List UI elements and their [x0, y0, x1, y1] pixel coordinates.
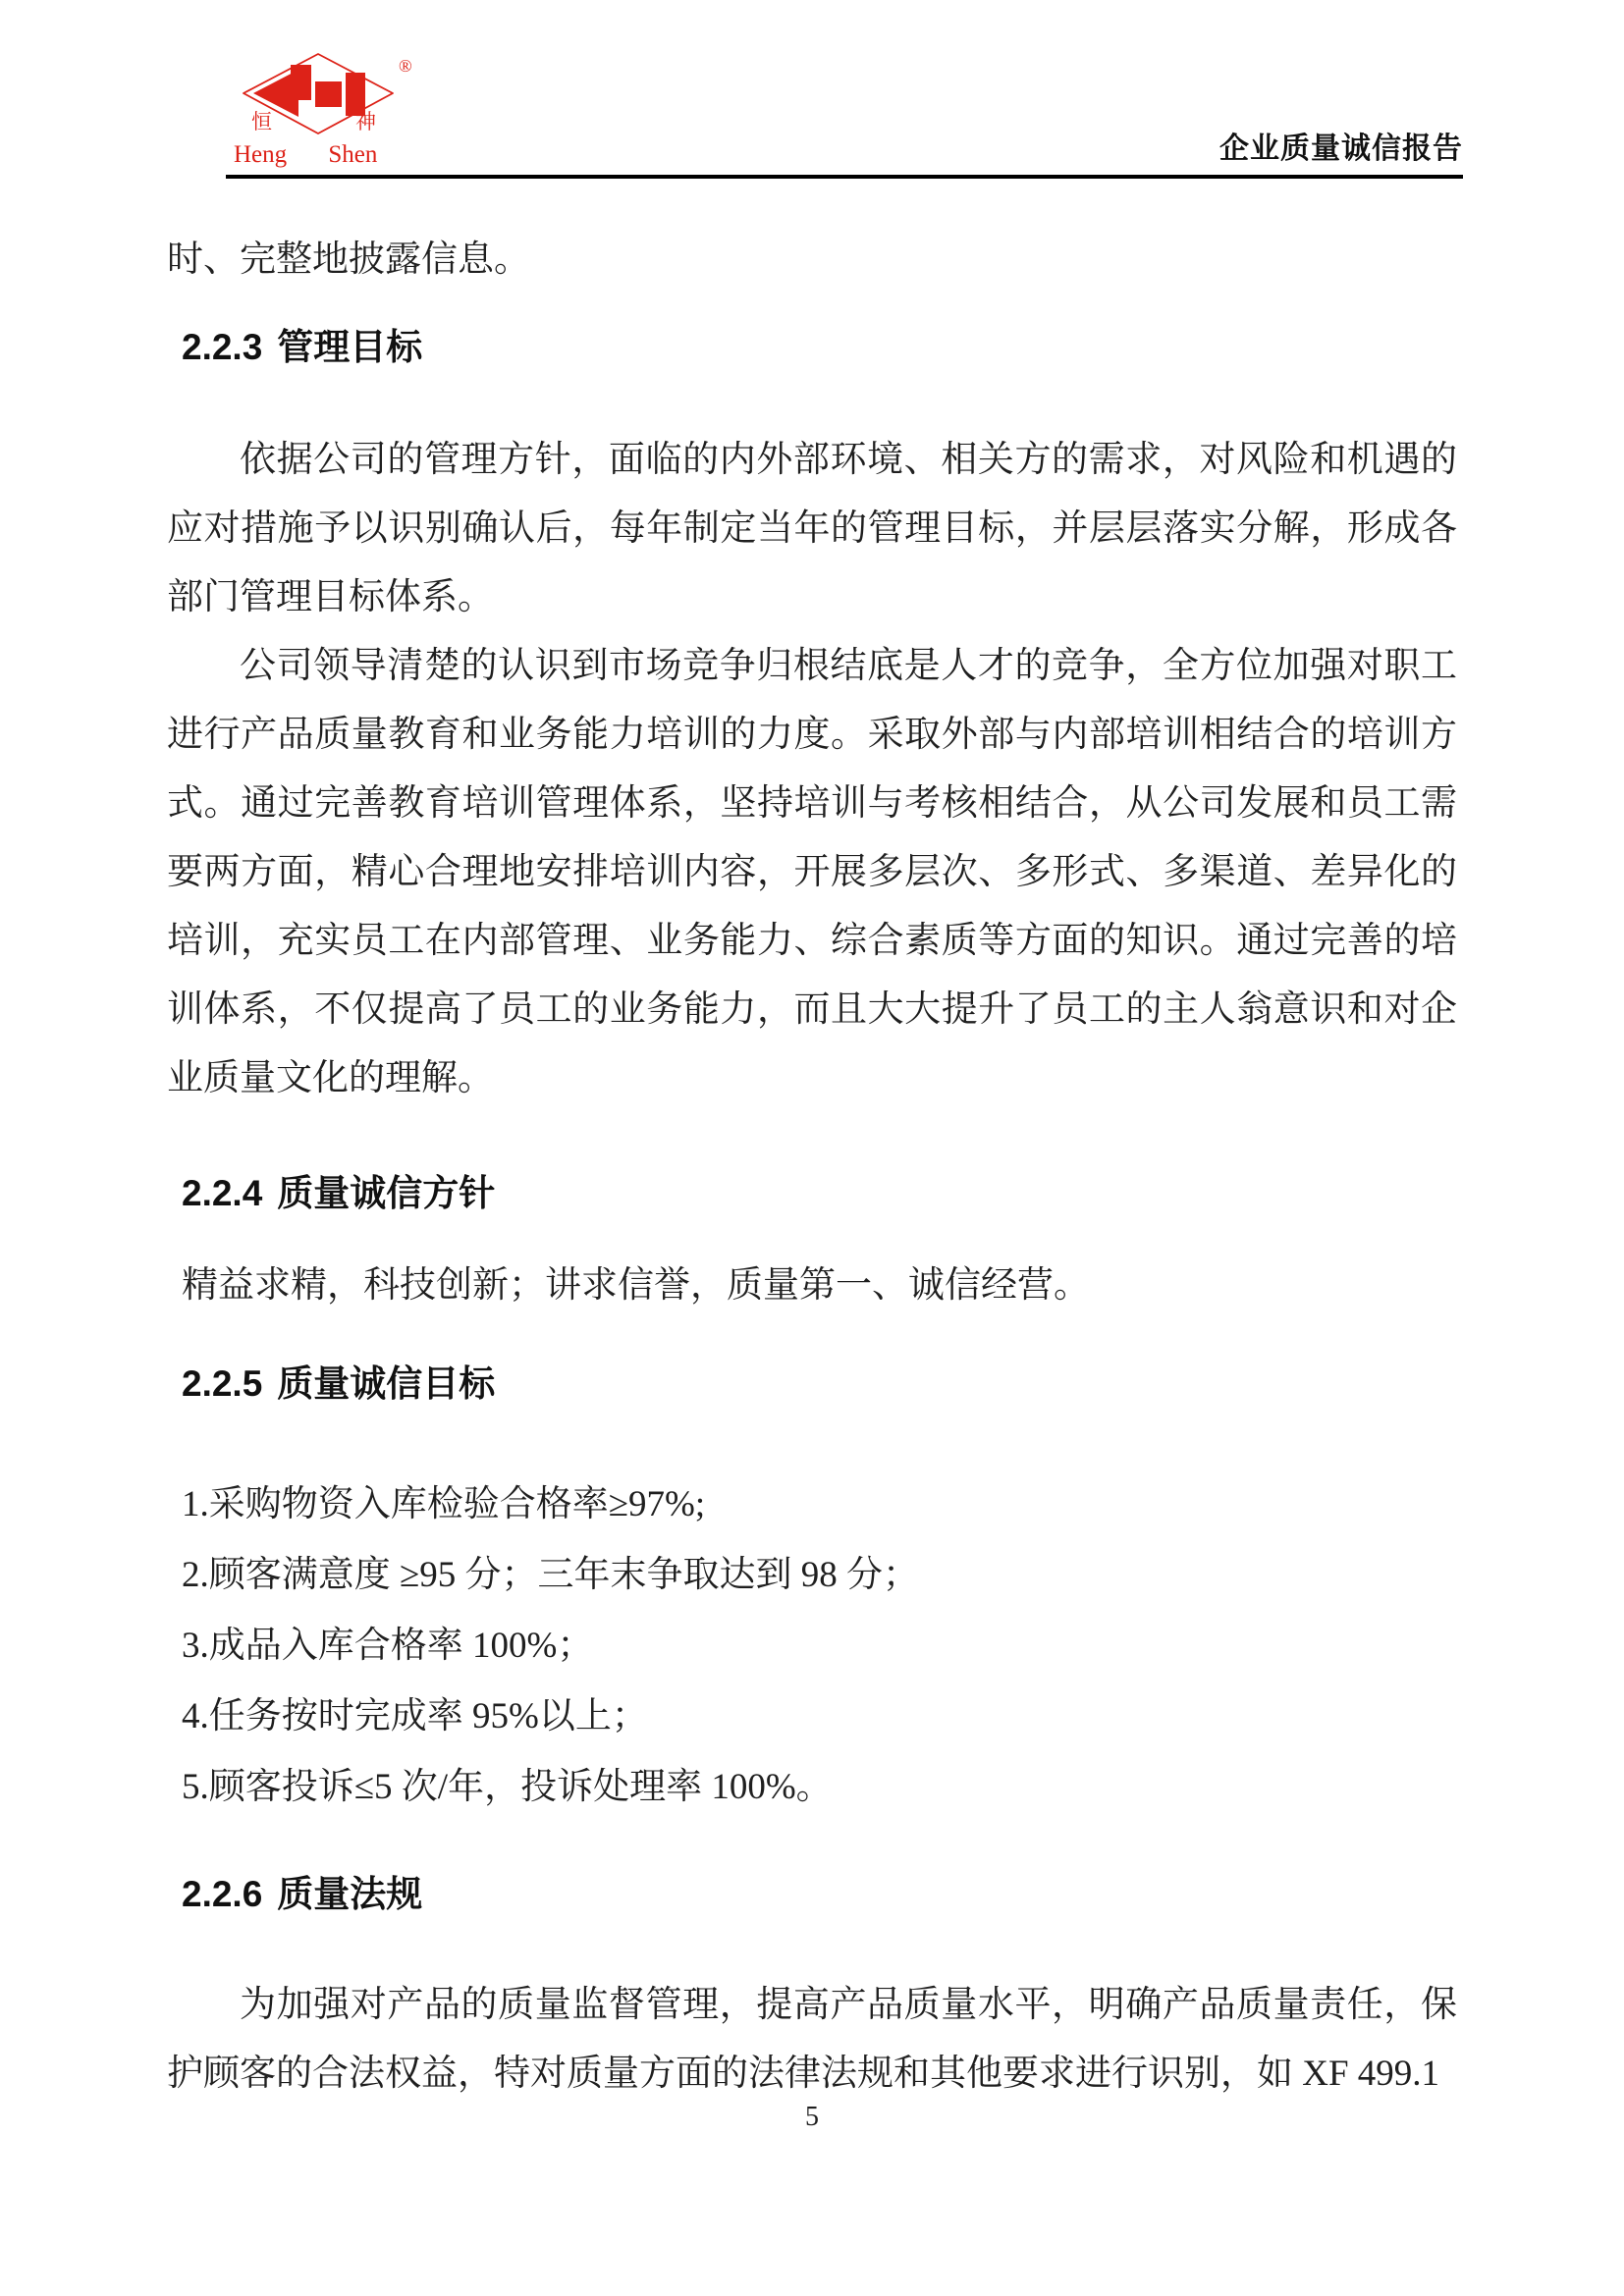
section-title: 质量诚信方针 [277, 1173, 496, 1213]
section-number: 2.2.5 [182, 1363, 263, 1404]
page-number: 5 [805, 2102, 819, 2132]
header-rule [226, 0, 1463, 179]
section-number: 2.2.6 [182, 1874, 263, 1914]
list-item: 4.任务按时完成率 95%以上； [182, 1696, 648, 1736]
logo-hanzi-left: 恒 [251, 110, 272, 133]
section-heading-2-2-3 [167, 324, 1457, 371]
section-title: 管理目标 [277, 327, 423, 367]
section-heading-2-2-5 [167, 1361, 1457, 1408]
section-title: 质量法规 [277, 1874, 423, 1914]
section-number: 2.2.4 [182, 1173, 263, 1213]
logo-hanzi-right: 神 [355, 110, 376, 133]
list-item: 3.成品入库合格率 100%； [182, 1626, 594, 1666]
page-header [0, 0, 1624, 179]
list-item: 1.采购物资入库检验合格率≥97%; [182, 1484, 706, 1524]
list-item: 5.顾客投诉≤5 次/年，投诉处理率 100%。 [182, 1767, 833, 1807]
paragraph: 公司领导清楚的认识到市场竞争归根结底是人才的竞争，全方位加强对职工进行产品质量教育和业务能力培训的力度。采取外部与内部培训相结合的培训方式。通过完善教育培训管理体系，坚持培训与考核相结合，从公司发展和员工需要两方面，精心合理地安排培训内容，开展多层次、多形式、多渠道、差异化的培训，充实员工在内部管理、业务能力、综合素质等方面的知识。通过完善的培训体系，不仅提高了员工的业务能力，而且大大提升了员工的主人翁意识和对企业质量文化的理解。 [167, 646, 1457, 1098]
section-2-2-5 [167, 1361, 1457, 1822]
section-2-2-6 [167, 1871, 1457, 2109]
section-heading-2-2-4 [167, 1170, 1457, 1217]
document-body [0, 238, 1624, 2109]
section-number: 2.2.3 [182, 327, 263, 367]
paragraph: 依据公司的管理方针，面临的内外部环境、相关方的需求，对风险和机遇的应对措施予以识别确认后，每年制定当年的管理目标，并层层落实分解，形成各部门管理目标体系。 [167, 440, 1457, 617]
carryover-line: 时、完整地披露信息。 [167, 240, 530, 280]
policy-line: 精益求精，科技创新；讲求信誉，质量第一、诚信经营。 [182, 1265, 1090, 1306]
section-2-2-4 [167, 1170, 1457, 1309]
section-2-2-3 [167, 324, 1457, 1113]
company-logo [226, 49, 471, 175]
section-heading-2-2-6 [167, 1871, 1457, 1918]
document-title: 企业质量诚信报告 [1219, 133, 1463, 165]
registered-trademark-icon: ® [399, 56, 412, 76]
section-title: 质量诚信目标 [277, 1363, 496, 1404]
list-item: 2.顾客满意度 ≥95 分；三年末争取达到 98 分； [182, 1555, 920, 1595]
goal-list [167, 1470, 1457, 1822]
paragraph: 为加强对产品的质量监督管理，提高产品质量水平，明确产品质量责任，保护顾客的合法权益，特对质量方面的法律法规和其他要求进行识别，如 XF 499.1 [167, 1985, 1457, 2094]
logo-latin-name: Heng Shen [234, 141, 378, 168]
